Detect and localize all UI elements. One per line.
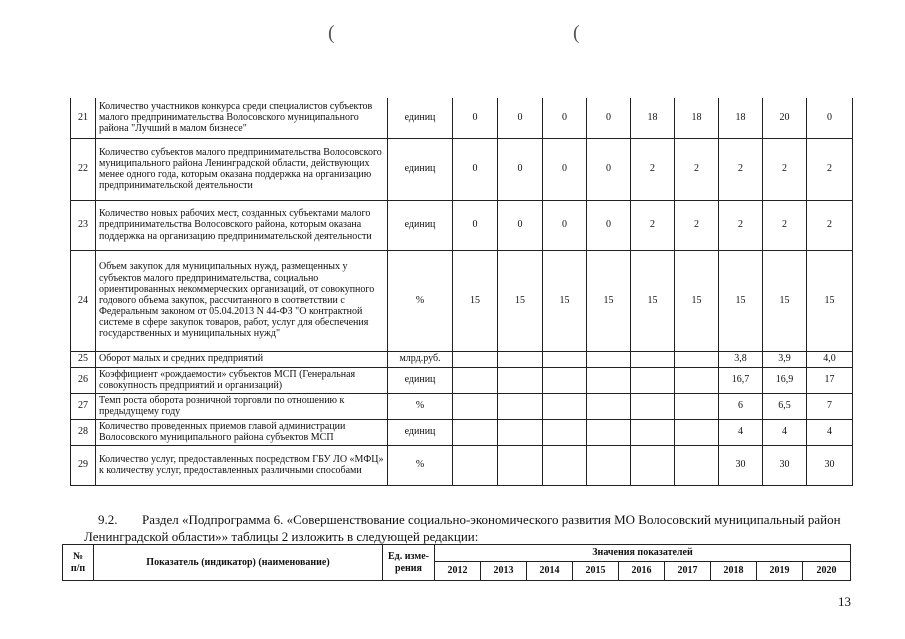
value-cell (453, 445, 498, 485)
value-cell: 2 (807, 200, 853, 250)
table-row (71, 200, 853, 250)
value-cell: 0 (587, 200, 631, 250)
value-cell (498, 445, 543, 485)
value-cell (675, 445, 719, 485)
value-cell (543, 367, 587, 393)
value-cell: 2 (631, 138, 675, 200)
value-cell (675, 367, 719, 393)
row-number: 24 (71, 250, 96, 351)
value-cell: 4 (807, 419, 853, 445)
value-cell (543, 393, 587, 419)
value-cell (453, 351, 498, 367)
table-row (71, 98, 853, 138)
value-cell: 16,7 (719, 367, 763, 393)
value-cell: 0 (498, 98, 543, 138)
value-cell: 17 (807, 367, 853, 393)
value-cell: 0 (453, 98, 498, 138)
unit-cell: единиц (388, 419, 453, 445)
value-cell: 15 (453, 250, 498, 351)
value-cell: 0 (543, 98, 587, 138)
header-year: 2016 (619, 562, 665, 581)
subprogram-6-table-header (62, 544, 851, 581)
value-cell: 0 (587, 138, 631, 200)
value-cell: 15 (543, 250, 587, 351)
value-cell: 0 (807, 98, 853, 138)
value-cell (587, 419, 631, 445)
value-cell: 15 (719, 250, 763, 351)
value-cell: 3,9 (763, 351, 807, 367)
indicator-name: Коэффициент «рождаемости» субъектов МСП (Генеральная совокупность предприятий и организаций) (96, 367, 388, 393)
unit-cell: единиц (388, 98, 453, 138)
value-cell: 18 (675, 98, 719, 138)
paragraph-number: 9.2. (98, 512, 118, 527)
value-cell (675, 351, 719, 367)
value-cell: 2 (675, 138, 719, 200)
header-year: 2014 (527, 562, 573, 581)
table-row (71, 393, 853, 419)
row-number: 28 (71, 419, 96, 445)
value-cell (631, 445, 675, 485)
row-number: 26 (71, 367, 96, 393)
scan-mark-left: ( (328, 22, 335, 44)
header-year: 2019 (757, 562, 803, 581)
value-cell: 3,8 (719, 351, 763, 367)
header-indicator: Показатель (индикатор) (наименование) (94, 545, 383, 581)
header-num-line-2: п/п (70, 562, 86, 574)
value-cell: 6,5 (763, 393, 807, 419)
header-values: Значения показателей (435, 545, 851, 562)
indicator-name: Количество проведенных приемов главой администрации Волосовского муниципального района субъектов МСП (96, 419, 388, 445)
value-cell: 16,9 (763, 367, 807, 393)
table-row (71, 419, 853, 445)
value-cell: 15 (807, 250, 853, 351)
row-number: 21 (71, 98, 96, 138)
unit-cell: единиц (388, 367, 453, 393)
value-cell: 30 (807, 445, 853, 485)
table-row (71, 250, 853, 351)
row-number: 27 (71, 393, 96, 419)
paragraph-line-2: Ленинградской области»» таблицы 2 изложить в следующей редакции: (84, 528, 479, 544)
header-year: 2013 (481, 562, 527, 581)
header-year: 2017 (665, 562, 711, 581)
paragraph-line-1: Раздел «Подпрограмма 6. «Совершенствование социально-экономического развития МО Волосовский муниципальный район (142, 512, 841, 527)
value-cell: 6 (719, 393, 763, 419)
table-row (71, 138, 853, 200)
value-cell: 30 (719, 445, 763, 485)
value-cell: 7 (807, 393, 853, 419)
unit-cell: млрд.руб. (388, 351, 453, 367)
row-number: 25 (71, 351, 96, 367)
indicator-name: Количество субъектов малого предпринимательства Волосовского муниципального района Ленинградской области, действующих менее одного года, которым оказана поддержка на организацию предпринимательской деятельности (96, 138, 388, 200)
value-cell (631, 351, 675, 367)
value-cell: 15 (763, 250, 807, 351)
value-cell: 2 (763, 200, 807, 250)
indicator-name: Оборот малых и средних предприятий (96, 351, 388, 367)
value-cell (543, 351, 587, 367)
value-cell (675, 393, 719, 419)
header-unit: Ед. изме-рения (383, 545, 435, 581)
value-cell: 4 (719, 419, 763, 445)
indicator-name: Количество участников конкурса среди специалистов субъектов малого предпринимательства Волосовского муниципального района "Лучший в малом бизнесе" (96, 98, 388, 138)
row-number: 22 (71, 138, 96, 200)
value-cell (631, 419, 675, 445)
value-cell (631, 367, 675, 393)
value-cell: 18 (719, 98, 763, 138)
value-cell: 0 (453, 138, 498, 200)
value-cell: 4 (763, 419, 807, 445)
value-cell (498, 367, 543, 393)
indicator-name: Количество новых рабочих мест, созданных субъектами малого предпринимательства Волосовского района, которым оказана поддержка на организацию предпринимательской деятельности (96, 200, 388, 250)
page-number: 13 (838, 594, 851, 609)
table-row (71, 445, 853, 485)
value-cell: 15 (587, 250, 631, 351)
value-cell (453, 419, 498, 445)
value-cell: 2 (719, 138, 763, 200)
indicator-name: Объем закупок для муниципальных нужд, размещенных у субъектов малого предпринимательства, социально ориентированных некоммерческих организаций, от совокупного годового объема закупок, рассчитанного в соответствии с Федеральным законом от 05.04.2013 N 44-ФЗ "О контрактной системе в сфере закупок товаров, работ, услуг для обеспечения государственных и муниципальных нужд" (96, 250, 388, 351)
indicator-name: Количество услуг, предоставленных посредством ГБУ ЛО «МФЦ» к количеству услуг, предоставленных различными способами (96, 445, 388, 485)
value-cell (587, 367, 631, 393)
indicators-table-body (71, 98, 853, 485)
header-year: 2015 (573, 562, 619, 581)
unit-cell: % (388, 393, 453, 419)
unit-cell: % (388, 445, 453, 485)
value-cell: 0 (498, 200, 543, 250)
value-cell (631, 393, 675, 419)
section-paragraph (84, 512, 858, 545)
value-cell: 0 (543, 138, 587, 200)
value-cell (498, 393, 543, 419)
value-cell: 2 (675, 200, 719, 250)
header-year: 2020 (803, 562, 851, 581)
value-cell: 2 (807, 138, 853, 200)
value-cell: 0 (453, 200, 498, 250)
value-cell (498, 351, 543, 367)
value-cell: 2 (763, 138, 807, 200)
value-cell: 30 (763, 445, 807, 485)
value-cell (587, 393, 631, 419)
row-number: 23 (71, 200, 96, 250)
value-cell (498, 419, 543, 445)
value-cell (587, 351, 631, 367)
value-cell (587, 445, 631, 485)
value-cell (453, 367, 498, 393)
scan-mark-right: ( (573, 22, 580, 44)
value-cell (453, 393, 498, 419)
value-cell: 2 (719, 200, 763, 250)
row-number: 29 (71, 445, 96, 485)
value-cell: 0 (587, 98, 631, 138)
value-cell: 15 (498, 250, 543, 351)
unit-cell: % (388, 250, 453, 351)
header-num (63, 545, 94, 581)
value-cell: 15 (631, 250, 675, 351)
indicator-name: Темп роста оборота розничной торговли по отношению к предыдущему году (96, 393, 388, 419)
value-cell: 15 (675, 250, 719, 351)
header-year: 2018 (711, 562, 757, 581)
value-cell: 0 (543, 200, 587, 250)
unit-cell: единиц (388, 200, 453, 250)
value-cell: 18 (631, 98, 675, 138)
value-cell: 4,0 (807, 351, 853, 367)
value-cell (543, 445, 587, 485)
header-num-line-1: № (72, 551, 84, 563)
table-row (71, 367, 853, 393)
value-cell: 2 (631, 200, 675, 250)
table-row (71, 351, 853, 367)
header-year: 2012 (435, 562, 481, 581)
value-cell (543, 419, 587, 445)
unit-cell: единиц (388, 138, 453, 200)
value-cell (675, 419, 719, 445)
value-cell: 0 (498, 138, 543, 200)
value-cell: 20 (763, 98, 807, 138)
indicators-table (70, 98, 853, 486)
